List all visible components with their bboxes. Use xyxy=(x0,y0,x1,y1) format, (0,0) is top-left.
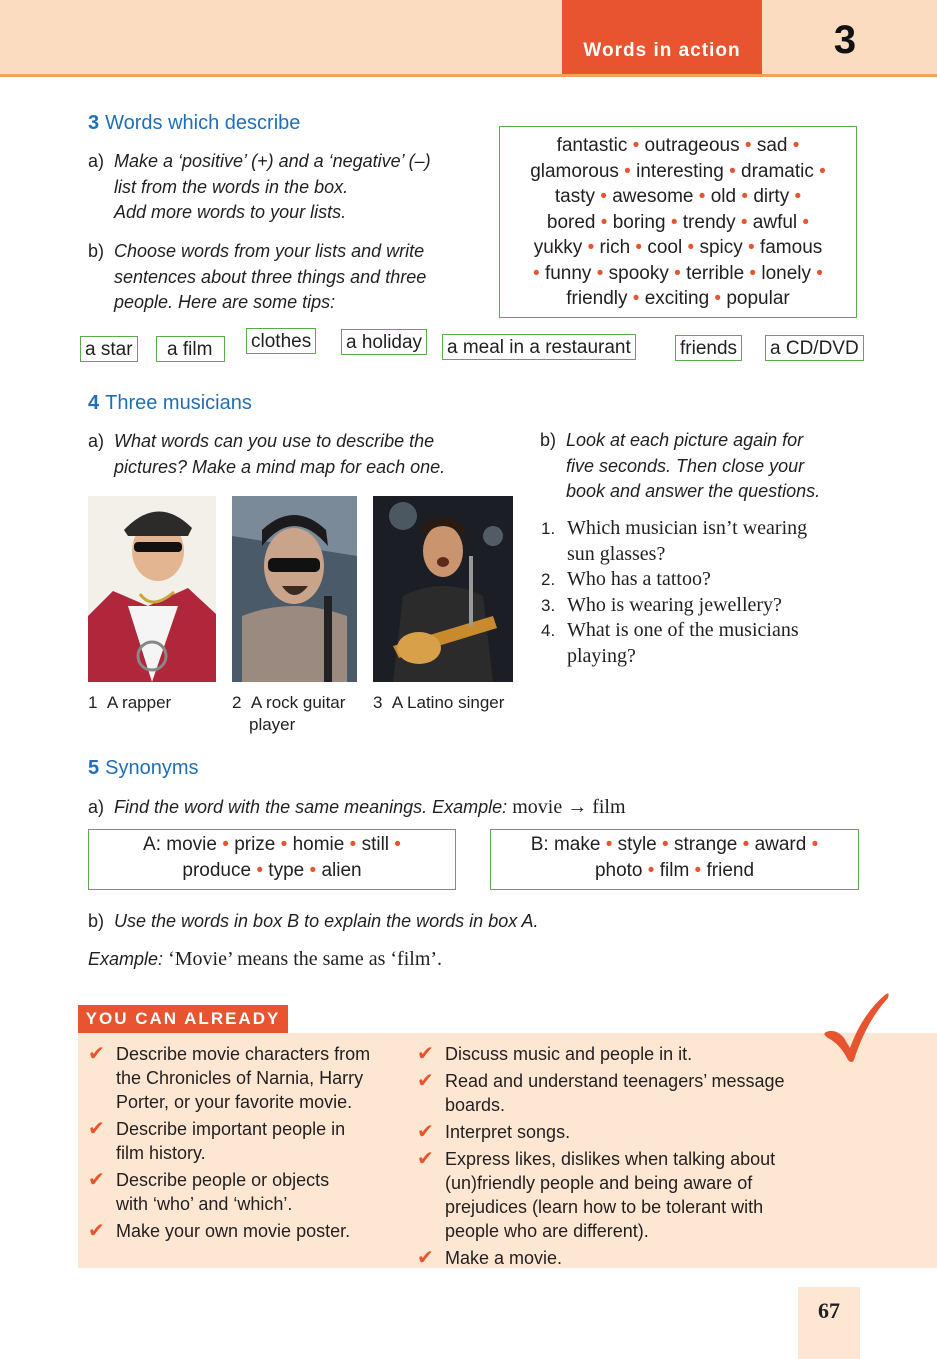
page-number: 67 xyxy=(818,1298,840,1323)
word-box-word: dirty xyxy=(753,186,790,207)
section3-heading xyxy=(88,112,300,135)
question-4-line2: playing? xyxy=(567,644,636,667)
section4-b xyxy=(540,428,900,505)
synonym-word: still xyxy=(361,834,390,855)
synonym-word: alien xyxy=(321,859,362,881)
synonym-line xyxy=(491,858,858,884)
photo-rapper xyxy=(88,496,216,682)
caption-1-text: A rapper xyxy=(106,693,172,712)
word-box-word: bored xyxy=(546,211,596,233)
caption-2-text2: player xyxy=(249,715,296,734)
bullet-separator: • xyxy=(275,834,293,855)
question-1 xyxy=(541,516,871,567)
word-box-line xyxy=(500,184,856,210)
synonym-word: strange xyxy=(673,834,738,855)
caption-3 xyxy=(373,692,504,714)
section5-a-example: movie → film xyxy=(512,796,626,818)
word-box-word: terrible xyxy=(686,262,745,284)
synonym-word: type xyxy=(268,859,305,881)
you-can-already-text: people who are different). xyxy=(445,1221,649,1241)
section3-a-line3: Add more words to your lists. xyxy=(114,202,347,222)
section3-a-line2: list from the words in the box. xyxy=(114,176,349,197)
check-icon: ✔ xyxy=(88,1220,105,1242)
photo-rock-guitar-player xyxy=(232,496,357,682)
photo-latino-singer xyxy=(373,496,513,682)
check-icon: ✔ xyxy=(88,1169,105,1191)
section4-b-line2: five seconds. Then close your xyxy=(566,455,805,476)
question-3-number: 3. xyxy=(541,595,556,615)
synonym-word: A: movie xyxy=(143,834,217,855)
you-can-already-text: Describe people or objects xyxy=(116,1170,330,1190)
synonym-word: homie xyxy=(292,834,345,855)
you-can-already-text: Make a movie. xyxy=(445,1248,563,1268)
section5-example xyxy=(88,947,848,973)
bullet-separator: • xyxy=(744,262,762,284)
section4-a-line1: What words can you use to describe the xyxy=(114,431,435,451)
you-can-already-text: Discuss music and people in it. xyxy=(445,1044,693,1064)
you-can-already-text: boards. xyxy=(445,1095,506,1115)
synonym-line xyxy=(491,832,858,858)
section3-b-line1: Choose words from your lists and write xyxy=(114,241,425,261)
unit-tab xyxy=(562,0,762,74)
word-box-word: outrageous xyxy=(644,135,740,156)
caption-2 xyxy=(232,692,345,736)
word-box-word: spooky xyxy=(608,262,669,284)
word-box-word: old xyxy=(710,186,737,207)
tip-cd-dvd: a CD/DVD xyxy=(765,335,864,361)
you-can-already-item xyxy=(88,1042,408,1114)
bullet-separator: • xyxy=(216,834,235,855)
question-3-line1: Who is wearing jewellery? xyxy=(567,593,782,616)
section5-example-text: ‘Movie’ means the same as ‘film’. xyxy=(168,948,443,970)
bullet-separator: • xyxy=(533,262,545,284)
you-can-already-text: the Chronicles of Narnia, Harry xyxy=(116,1068,364,1088)
question-2-number: 2. xyxy=(541,570,556,589)
bullet-separator: • xyxy=(737,834,755,855)
word-box-word: interesting xyxy=(636,160,724,182)
word-box-word: awful xyxy=(752,211,798,233)
tip-a-star: a star xyxy=(80,336,138,362)
you-can-already-item xyxy=(417,1147,827,1243)
section4-a-label: a) xyxy=(88,431,105,451)
you-can-already-text: (un)friendly people and being aware of xyxy=(445,1173,753,1193)
check-icon xyxy=(822,992,892,1064)
you-can-already-item xyxy=(88,1219,408,1243)
bullet-separator: • xyxy=(682,237,700,258)
you-can-already-text: film history. xyxy=(116,1143,206,1163)
section3-b-line3: people. Here are some tips: xyxy=(114,292,336,312)
section5-a-label: a) xyxy=(88,797,105,817)
word-box-word: exciting xyxy=(644,288,710,309)
word-box-word: funny xyxy=(544,262,592,284)
section5-b-label: b) xyxy=(88,911,105,931)
word-box-word: boring xyxy=(612,211,666,233)
bullet-separator: • xyxy=(594,186,613,207)
caption-2-text: A rock guitar xyxy=(250,693,346,712)
bullet-separator: • xyxy=(813,160,826,182)
section3-title: Words which describe xyxy=(105,112,301,134)
question-4 xyxy=(541,618,871,669)
bullet-separator: • xyxy=(787,135,800,156)
bullet-separator: • xyxy=(742,237,760,258)
section4-title: Three musicians xyxy=(105,392,252,414)
section4-a-line2: pictures? Make a mind map for each one. xyxy=(114,456,446,477)
word-box-word: tasty xyxy=(554,186,595,207)
bullet-separator: • xyxy=(736,186,754,207)
bullet-separator: • xyxy=(600,834,618,855)
you-can-already-text: Describe important people in xyxy=(116,1119,346,1139)
check-icon: ✔ xyxy=(417,1043,434,1065)
you-can-already-text: Interpret songs. xyxy=(445,1122,571,1142)
bullet-separator: • xyxy=(582,237,600,258)
section5-title: Synonyms xyxy=(105,757,199,779)
word-box-word: rich xyxy=(599,237,631,258)
word-box-word: friendly xyxy=(566,288,628,309)
bullet-separator: • xyxy=(689,859,707,881)
you-can-already-item xyxy=(417,1246,827,1270)
you-can-already-text: Porter, or your favorite movie. xyxy=(116,1092,353,1112)
bullet-separator: • xyxy=(627,288,645,309)
check-icon: ✔ xyxy=(417,1247,434,1269)
you-can-already-title: YOU CAN ALREADY xyxy=(78,1005,288,1033)
you-can-already-item xyxy=(417,1120,827,1144)
word-box-word: popular xyxy=(726,288,790,309)
section4-heading xyxy=(88,392,252,415)
section3-a-line1: Make a ‘positive’ (+) and a ‘negative’ (–) xyxy=(114,151,431,171)
word-box-word: trendy xyxy=(682,211,736,233)
word-box-word: awesome xyxy=(612,186,694,207)
you-can-already-item xyxy=(88,1117,408,1165)
check-icon: ✔ xyxy=(88,1043,105,1065)
caption-1 xyxy=(88,692,171,714)
question-2 xyxy=(541,567,871,593)
bullet-separator: • xyxy=(251,859,269,881)
section4-a xyxy=(88,429,508,480)
bullet-separator: • xyxy=(389,834,401,855)
caption-2-number: 2 xyxy=(232,693,242,712)
bullet-separator: • xyxy=(595,211,613,233)
synonym-word: film xyxy=(659,859,690,881)
check-icon: ✔ xyxy=(88,1118,105,1140)
synonym-word: friend xyxy=(706,859,755,881)
bullet-separator: • xyxy=(797,211,810,233)
synonym-word: photo xyxy=(594,859,643,881)
synonym-box-b xyxy=(490,829,859,890)
bullet-separator: • xyxy=(656,834,674,855)
bullet-separator: • xyxy=(723,160,742,182)
bullet-separator: • xyxy=(618,160,637,182)
synonym-word: prize xyxy=(234,834,276,855)
you-can-already-text: prejudices (learn how to be tolerant with xyxy=(445,1197,764,1217)
question-4-line1: What is one of the musicians xyxy=(567,619,799,641)
bullet-separator: • xyxy=(709,288,727,309)
synonym-box-a xyxy=(88,829,456,890)
bullet-separator: • xyxy=(304,859,322,881)
section4-b-line3: book and answer the questions. xyxy=(566,481,821,501)
section4-b-label: b) xyxy=(540,430,557,450)
synonym-word: style xyxy=(617,834,657,855)
tip-friends: friends xyxy=(675,335,742,361)
synonym-word: B: make xyxy=(530,834,601,855)
question-1-line2: sun glasses? xyxy=(567,542,666,565)
question-2-line1: Who has a tattoo? xyxy=(567,568,711,590)
section5-example-label: Example: xyxy=(88,949,164,969)
you-can-already-item xyxy=(417,1042,827,1066)
you-can-already-text: with ‘who’ and ‘which’. xyxy=(116,1194,293,1214)
word-box-word: glamorous xyxy=(530,160,619,182)
bullet-separator: • xyxy=(668,262,687,284)
bullet-separator: • xyxy=(630,237,648,258)
section3-b-label: b) xyxy=(88,241,105,261)
word-box-word: lonely xyxy=(761,262,812,284)
section5-heading xyxy=(88,757,199,780)
adjective-word-box xyxy=(499,126,857,318)
section5-b-text: Use the words in box B to explain the words in box A. xyxy=(114,911,539,931)
header-band xyxy=(0,0,937,74)
tip-clothes: clothes xyxy=(246,328,316,354)
word-box-line xyxy=(500,235,856,261)
you-can-already-item xyxy=(88,1168,408,1216)
bullet-separator: • xyxy=(665,211,683,233)
tip-a-film: a film xyxy=(156,336,225,362)
you-can-already-text: Describe movie characters from xyxy=(116,1044,371,1064)
you-can-already-text: Read and understand teenagers’ message xyxy=(445,1071,785,1091)
synonym-word: award xyxy=(754,834,807,855)
word-box-word: cool xyxy=(647,237,683,258)
check-icon: ✔ xyxy=(417,1121,434,1143)
check-icon: ✔ xyxy=(417,1148,434,1170)
section3-b xyxy=(88,239,488,316)
bullet-separator: • xyxy=(739,135,757,156)
caption-3-number: 3 xyxy=(373,693,383,712)
you-can-already-text: Make your own movie poster. xyxy=(116,1221,351,1241)
question-list xyxy=(541,516,871,669)
word-box-line xyxy=(500,261,856,287)
word-box-word: yukky xyxy=(533,237,583,258)
tip-a-meal: a meal in a restaurant xyxy=(442,334,636,360)
word-box-word: dramatic xyxy=(741,160,814,182)
section4-number: 4 xyxy=(88,392,100,414)
you-can-already-item xyxy=(417,1069,827,1117)
you-can-already-left xyxy=(88,1042,408,1246)
word-box-word: fantastic xyxy=(556,135,628,156)
word-box-word: famous xyxy=(759,237,823,258)
caption-3-text: A Latino singer xyxy=(391,693,505,712)
bullet-separator: • xyxy=(735,211,753,233)
word-box-line xyxy=(500,210,856,236)
question-1-number: 1. xyxy=(541,519,556,538)
bullet-separator: • xyxy=(811,262,823,284)
question-4-number: 4. xyxy=(541,621,556,640)
bullet-separator: • xyxy=(806,834,819,855)
you-can-already-text: Express likes, dislikes when talking about xyxy=(445,1149,776,1169)
section3-a-label: a) xyxy=(88,151,105,171)
word-box-line xyxy=(500,133,856,159)
synonym-line xyxy=(89,858,455,884)
word-box-word: spicy xyxy=(699,237,743,258)
header-rule xyxy=(0,74,937,77)
section3-a xyxy=(88,149,488,226)
tip-a-holiday: a holiday xyxy=(341,329,427,355)
bullet-separator: • xyxy=(627,135,645,156)
unit-number: 3 xyxy=(833,18,857,62)
check-icon: ✔ xyxy=(417,1070,434,1092)
section5-number: 5 xyxy=(88,757,100,779)
section3-b-line2: sentences about three things and three xyxy=(114,266,427,287)
bullet-separator: • xyxy=(344,834,362,855)
bullet-separator: • xyxy=(642,859,660,881)
bullet-separator: • xyxy=(789,186,802,207)
question-1-line1: Which musician isn’t wearing xyxy=(567,517,808,539)
unit-title: Words in action xyxy=(583,40,741,61)
word-box-line xyxy=(500,286,856,312)
section4-b-line1: Look at each picture again for xyxy=(566,430,804,450)
synonym-line xyxy=(89,832,455,858)
bullet-separator: • xyxy=(693,186,711,207)
you-can-already-right xyxy=(417,1042,827,1273)
synonym-word: produce xyxy=(182,859,252,881)
section5-a-text: Find the word with the same meanings. Example: xyxy=(114,797,508,817)
caption-1-number: 1 xyxy=(88,693,98,712)
section5-b xyxy=(88,909,848,935)
word-box-line xyxy=(500,159,856,185)
bullet-separator: • xyxy=(591,262,609,284)
question-3 xyxy=(541,593,871,619)
word-box-word: sad xyxy=(756,135,788,156)
section5-a xyxy=(88,795,848,821)
section3-number: 3 xyxy=(88,112,100,134)
